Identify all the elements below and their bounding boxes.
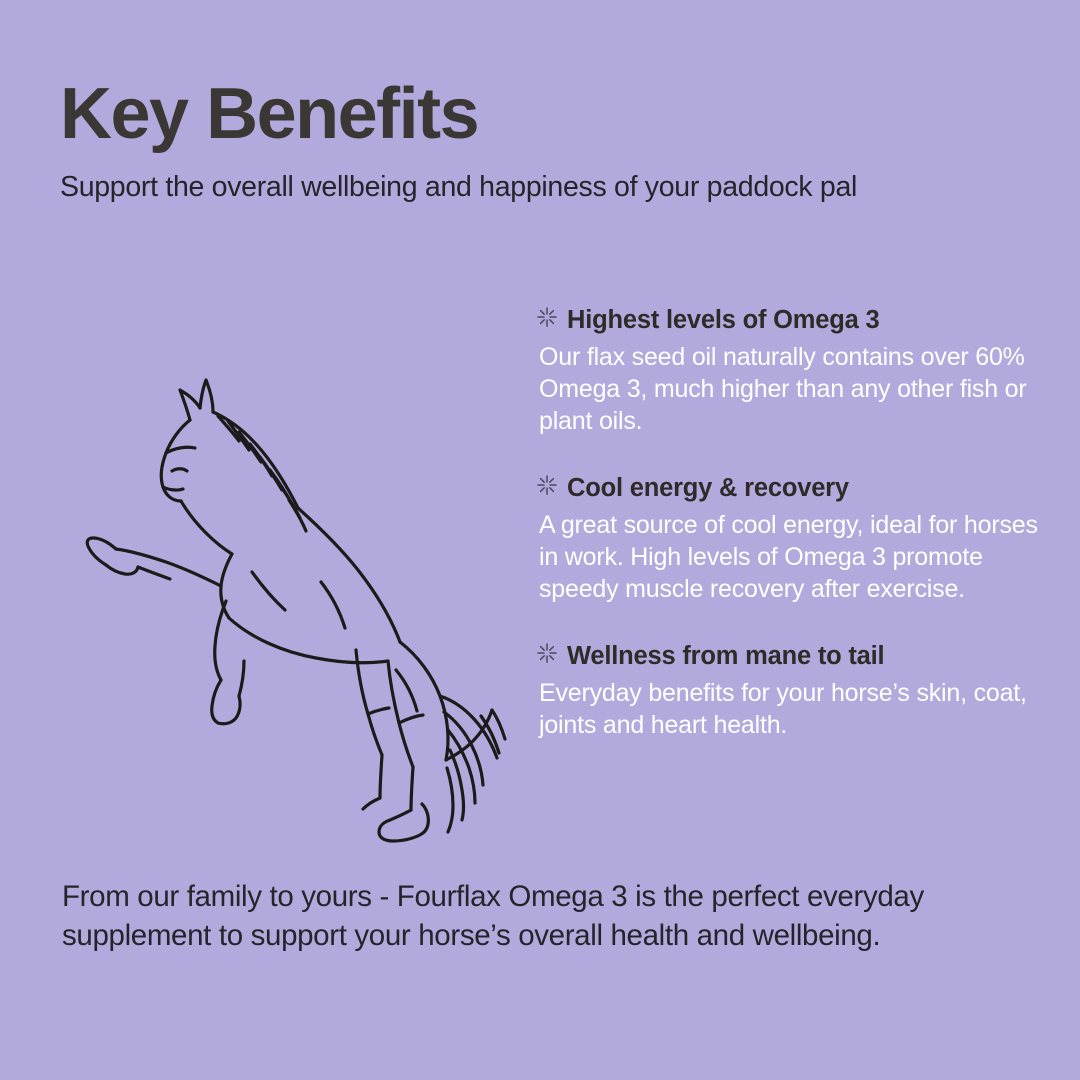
benefit-body: Everyday benefits for your horse’s skin, coat, joints and heart health. — [539, 678, 1027, 739]
benefit-title: Cool energy & recovery — [567, 473, 849, 502]
benefit-item — [537, 473, 1057, 605]
rearing-horse-line-art — [40, 320, 510, 850]
header — [60, 74, 1060, 204]
benefits-list — [537, 305, 1057, 741]
benefit-heading — [537, 473, 1057, 505]
benefit-title: Highest levels of Omega 3 — [567, 306, 880, 334]
benefit-item — [537, 641, 1057, 741]
sparkle-icon — [537, 307, 557, 333]
benefit-body: A great source of cool energy, ideal for horses in work. High levels of Omega 3 promote speedy muscle recovery after exercise. — [539, 510, 1038, 603]
footer-text: From our family to yours - Fourflax Omega 3 is the perfect everyday supplement to support your horse’s overall health and wellbeing. — [62, 880, 924, 952]
sparkle-icon — [537, 475, 557, 501]
benefit-heading — [537, 641, 1057, 673]
benefit-body: Our flax seed oil naturally contains over 60% Omega 3, much higher than any other fish or plant oils. — [539, 342, 1027, 435]
benefit-item — [537, 305, 1057, 437]
benefit-heading — [537, 305, 1057, 337]
page-title: Key Benefits — [60, 74, 479, 154]
page-subtitle: Support the overall wellbeing and happiness of your paddock pal — [60, 171, 858, 203]
benefit-title: Wellness from mane to tail — [567, 641, 885, 670]
sparkle-icon — [537, 643, 557, 669]
